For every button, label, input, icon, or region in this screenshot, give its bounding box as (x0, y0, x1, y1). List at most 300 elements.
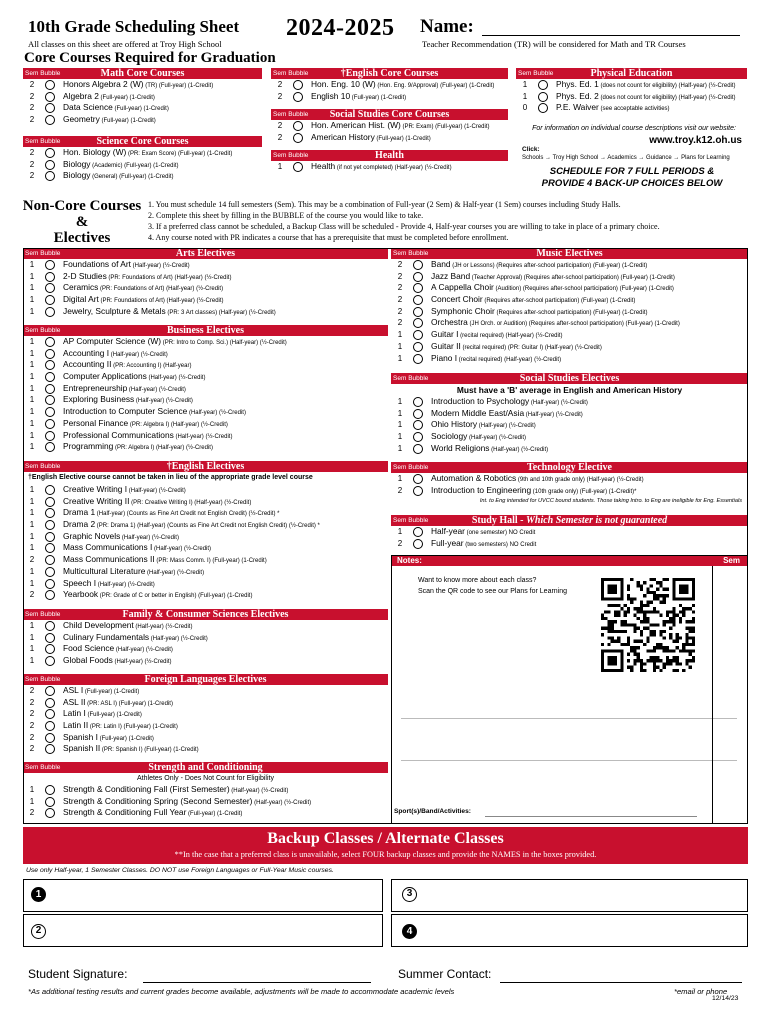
course-sem: 1 (522, 80, 528, 89)
course-note: (Half-year) (½-Credit) (229, 788, 289, 794)
number-1-icon: 1 (31, 887, 46, 902)
course-note: (Half-year) (½-Credit) (252, 799, 312, 806)
course-note: (Full-year) (1-Credit) (374, 135, 431, 142)
course-note: (Half-year) (½-Credit) (467, 435, 527, 442)
course-title: Latin II (63, 720, 89, 731)
course-note: (PR: Creative Writing I) (Half-year) (½-Credit) (129, 499, 252, 506)
course-name (63, 114, 156, 126)
course-sem: 1 (397, 420, 403, 430)
course-bubble[interactable] (293, 92, 303, 102)
course-title: Guitar II (431, 340, 461, 351)
course-note: (recital required) (Half-year) (½-Credit) (458, 333, 563, 340)
course-note: (PR: Foundations of Art) (Half-year) (½-Credit) (98, 298, 224, 305)
qr-text: Want to know more about each class? Scan the QR code to see our Plans for Learning (418, 577, 568, 595)
course-sem: 1 (29, 656, 35, 666)
science-header: Sem Bubble Science Core Courses (23, 136, 262, 147)
course-title: Strength & Conditioning Fall (First Semester) (63, 784, 230, 794)
course-sem: 1 (29, 295, 35, 305)
course-name (311, 161, 452, 173)
course-note: (Half-year) (½-Credit) (173, 433, 233, 440)
course-bubble[interactable] (538, 92, 548, 102)
course-sem: 2 (29, 686, 35, 695)
course-sem: 2 (397, 283, 403, 293)
course-sem: 2 (397, 538, 403, 548)
course-sem: 2 (29, 115, 35, 125)
course-note: (recital required) (Half-year) (½-Credit) (457, 356, 562, 363)
course-sem: 1 (29, 644, 35, 654)
course-row (271, 120, 508, 132)
course-bubble[interactable] (538, 80, 548, 90)
course-title: ASL I (63, 685, 84, 695)
course-title: Ohio History (431, 419, 478, 430)
course-sem: 2 (29, 555, 35, 565)
course-sem: 1 (29, 520, 35, 530)
course-name (311, 120, 490, 132)
course-sem: 1 (29, 621, 35, 630)
course-bubble[interactable] (45, 92, 55, 102)
course-note: (Half-year) (½-Credit) (187, 410, 246, 417)
course-sem: 2 (397, 295, 403, 305)
course-sem: 1 (29, 785, 35, 794)
course-note: (9th and 10th grade only) (Half-year) (½-Credit) (516, 477, 644, 483)
course-title: Digital Art (63, 294, 99, 305)
course-title: Mass Communications I (63, 542, 153, 553)
course-note: (Half-year) (½-Credit) (112, 659, 172, 666)
course-note: (Half-year) (½-Credit) (130, 263, 190, 269)
health-section (271, 150, 508, 173)
course-sem: 1 (397, 443, 403, 453)
course-note: (Half-year) (½-Credit) (127, 488, 186, 494)
course-title: Automation & Robotics (431, 473, 517, 483)
course-name (63, 147, 232, 159)
science-section (23, 136, 262, 182)
course-note: (Half-year) (½-Credit) (529, 400, 588, 406)
number-3-icon: 3 (402, 887, 417, 902)
music-header: Sem Bubble Music Electives (391, 248, 748, 259)
course-note: (Half-year) (½-Credit) (149, 635, 208, 642)
course-bubble[interactable] (45, 115, 55, 125)
course-name (63, 159, 178, 171)
course-title: Spanish II (63, 743, 101, 754)
course-sem: 1 (29, 508, 35, 518)
course-title: English 10 (311, 90, 351, 101)
instructions: 1. You must schedule 14 full semesters (Sem). This may be a combination of Full-year (2 Sem) & Half-year (1 Sem) courses including Study Halls. 2. Complete this sheet by filling in the BUBBLE of the course you would like to take. 3. If a preferred class cannot be scheduled, a Backup Class will be scheduled - Provide 4, Half-year courses you are willing to take in place of a primary choice. 4. Any course noted with PR indicates a course that has a prerequisite that must be completed before enrollment. (148, 200, 660, 242)
website-link[interactable]: www.troy.k12.oh.us (649, 135, 742, 146)
course-sem: 2 (277, 132, 283, 142)
notes-header: Notes: Sem (391, 555, 748, 566)
course-sem: 2 (397, 306, 403, 316)
course-note: (Half-year) (½-Credit) (152, 546, 212, 553)
course-note: (PR: Foundations of Art) (Half-year) (½-Credit) (98, 286, 224, 293)
info-line: For information on individual course descriptions visit our website: (532, 125, 736, 132)
course-note: (PR: Exam Score) (Full-year) (1-Credit) (126, 151, 233, 157)
subtitle-left: All classes on this sheet are offered at Troy High School (28, 39, 222, 49)
pe-header: Sem Bubble Physical Education (516, 68, 747, 79)
course-sem: 1 (29, 485, 35, 494)
tech-header: Sem Bubble Technology Elective (391, 462, 748, 473)
course-row (23, 159, 262, 171)
course-name (556, 102, 670, 114)
course-title: Speech I (63, 577, 97, 588)
course-note: (Half-year) (½-Credit) (114, 647, 173, 654)
course-sem: 2 (397, 260, 403, 269)
course-row (23, 170, 262, 182)
english-core-header: Sem Bubble †English Core Courses (271, 68, 508, 79)
course-row (271, 161, 508, 173)
course-title: Phys. Ed. 1 (556, 79, 599, 89)
course-row (23, 102, 262, 114)
course-bubble[interactable] (45, 148, 55, 158)
course-title: Algebra 2 (63, 90, 99, 101)
course-sem: 1 (29, 372, 35, 382)
course-title: Multicultural Literature (63, 565, 146, 576)
course-sem: 1 (397, 397, 403, 406)
backup-choice-2[interactable] (23, 914, 383, 947)
course-title: Jazz Band (431, 270, 471, 281)
contact-label: Summer Contact: (398, 967, 492, 981)
course-sem: 1 (397, 474, 403, 483)
name-label: Name: (420, 16, 474, 37)
course-title: Spanish I (63, 731, 98, 742)
course-title: P.E. Waiver (556, 102, 599, 113)
course-note: (does not count for eligibility) (Half-year) (½-Credit) (598, 83, 736, 89)
course-title: Orchestra (431, 317, 468, 328)
course-sem: 1 (29, 531, 35, 541)
backup-choice-4[interactable] (391, 914, 748, 947)
core-title: Core Courses Required for Graduation (24, 50, 276, 66)
course-note: (Requires after-school participation) (Full-year) (1-Credit) (494, 309, 648, 316)
course-title: Concert Choir (431, 294, 483, 305)
course-note: (Full-year) (1-Credit) (186, 811, 243, 818)
course-title: AP Computer Science (W) (63, 336, 162, 346)
course-note: (Full-year) (1-Credit) (97, 735, 154, 742)
schedule-instruction: SCHEDULE FOR 7 FULL PERIODS & PROVIDE 4 BACK-UP CHOICES BELOW (541, 166, 723, 189)
course-row (271, 91, 508, 103)
course-note: (PR: Drama 1) (Half-year) (Counts as Fine Art Credit not English Credit) (½-Credit) * (95, 523, 320, 530)
course-title: Band (431, 259, 451, 269)
course-title: Programming (63, 441, 114, 452)
course-title: Health (311, 161, 336, 171)
course-sem: 1 (29, 395, 35, 405)
course-sem: 1 (397, 408, 403, 418)
course-note: (Half-year) (½-Credit) (109, 351, 168, 358)
course-note: (Half-year) (½-Credit) (146, 375, 206, 382)
backup-header: Backup Classes / Alternate Classes **In the case that a preferred class is unavailable, select FOUR backup classes and provide the NAMES in the boxes provided. (23, 827, 748, 864)
social-core-section (271, 109, 508, 143)
school-year: 2024-2025 (286, 15, 395, 41)
course-note: (PR: Mass Comm. I) (Full-year) (1-Credit) (154, 558, 267, 565)
course-name (311, 132, 431, 144)
signature-field[interactable] (143, 982, 371, 983)
course-sem: 1 (29, 306, 35, 316)
course-sem: 2 (29, 721, 35, 731)
course-title: World Religions (431, 442, 490, 453)
course-note: (Full-year) (1-Credit) (83, 689, 140, 695)
course-note: (PR: 3 Art classes) (Half-year) (½-Credit) (165, 309, 276, 316)
sports-label: Sport(s)/Band/Activities: (394, 808, 471, 815)
business-header: Sem Bubble Business Electives (23, 325, 388, 336)
course-note: (TR) (Full-year) (1-Credit) (143, 83, 214, 89)
family-header: Sem Bubble Family & Consumer Sciences Electives (23, 609, 388, 620)
social-electives-header: Sem Bubble Social Studies Electives (391, 373, 748, 384)
arts-header: Sem Bubble Arts Electives (23, 248, 388, 259)
course-note: (Half-year) (½-Credit) (477, 423, 536, 430)
course-name (556, 79, 736, 91)
course-row (23, 91, 262, 103)
number-4-icon: 4 (402, 924, 417, 939)
course-sem: 1 (397, 341, 403, 351)
course-title: Honors Algebra 2 (W) (63, 79, 144, 89)
course-note: (PR: Foundations of Art) (Half-year) (½-Credit) (106, 274, 232, 281)
course-note: (one semester) NO Credit (464, 530, 536, 536)
course-title: Strength & Conditioning Spring (Second Semester) (63, 795, 253, 806)
course-bubble[interactable] (293, 121, 303, 131)
course-title: Accounting II (63, 359, 112, 370)
course-title: A Cappella Choir (431, 282, 494, 293)
course-title: Data Science (63, 102, 113, 113)
course-sem: 1 (29, 260, 35, 269)
course-title: Biology (63, 170, 91, 181)
course-row (23, 147, 262, 159)
course-row (516, 102, 747, 114)
course-sem: 2 (29, 744, 35, 754)
course-title: Piano I (431, 352, 458, 363)
email-phone-note: *email or phone (674, 987, 728, 996)
course-note: (PR: ASL I) (Full-year) (1-Credit) (85, 700, 173, 707)
course-note: (PR: Accounting I) (Half-year) (111, 363, 192, 370)
course-sem: 2 (397, 485, 403, 495)
course-title: Culinary Fundamentals (63, 631, 150, 642)
nav-path: Schools → Troy High School → Academics → Guidance → Plans for Learning (522, 155, 730, 161)
course-bubble[interactable] (293, 80, 303, 90)
course-sem: 0 (522, 103, 528, 113)
course-note: (JH or Lessons) (Requires after-school participation) (Full-year) (1-Credit) (450, 263, 648, 269)
course-note: (Half-year) (½-Credit) (133, 624, 193, 630)
course-note: (Full-year) (1-Credit) (98, 94, 155, 101)
course-title: Hon. Biology (W) (63, 147, 127, 157)
course-title: Exploring Business (63, 394, 135, 405)
course-title: Computer Applications (63, 371, 147, 382)
noncore-title: Non-Core Courses & Electives (22, 198, 142, 246)
course-note: (PR: Latin I) (Full-year) (1-Credit) (88, 724, 178, 731)
course-sem: 2 (29, 709, 35, 719)
course-note: (Full-year) (1-Credit) (85, 712, 142, 719)
course-sem: 2 (29, 732, 35, 742)
course-title: Yearbook (63, 589, 99, 600)
course-sem: 1 (29, 360, 35, 370)
subtitle-right: Teacher Recommendation (TR) will be considered for Math and TR Courses (422, 39, 686, 49)
course-title: American History (311, 131, 375, 142)
course-note: (Teacher Approval) (Requires after-school participation) (Full-year) (1-Credit) (470, 274, 675, 281)
course-title: Half-year (431, 526, 465, 536)
course-sem: 2 (29, 808, 35, 818)
course-sem: 1 (29, 407, 35, 417)
course-sem: 1 (29, 796, 35, 806)
course-title: Creative Writing I (63, 484, 128, 494)
course-sem: 1 (397, 527, 403, 536)
course-title: Food Science (63, 643, 115, 654)
course-note: (General) (Full-year) (1-Credit) (90, 174, 174, 181)
course-name (556, 91, 736, 103)
course-sem: 1 (29, 383, 35, 393)
course-note: (PR: Grade of C or better in English) (Full-year) (1-Credit) (98, 593, 253, 600)
course-note: (see acceptable activities) (598, 106, 670, 113)
course-title: Biology (63, 158, 91, 169)
course-note: (JH Orch. or Audition) (Requires after-school participation) (Full-year) (1-Credit) (467, 321, 680, 328)
course-sem: 2 (29, 80, 35, 89)
health-header: Sem Bubble Health (271, 150, 508, 161)
course-note: (Half-year) (Counts as Fine Art Credit not English Credit) (½-Credit) * (95, 511, 280, 518)
name-field[interactable] (482, 35, 740, 36)
revision-date: 12/14/23 (712, 995, 739, 1002)
course-title: Hon. Eng. 10 (W) (311, 79, 376, 89)
course-title: Guitar I (431, 329, 459, 340)
course-note: (Half-year) (½-Credit) (96, 581, 155, 588)
course-note: (PR: Intro to Comp. Sci.) (Half-year) (½-Credit) (161, 340, 287, 346)
tech-note: Int. to Eng intended for UVCC bound students. Those taking Intro. to Eng are ineligible for Eng. Essentials (479, 498, 742, 505)
course-title: Introduction to Computer Science (63, 406, 188, 417)
course-title: Drama 1 (63, 507, 96, 518)
course-sem: 1 (29, 566, 35, 576)
course-bubble[interactable] (45, 103, 55, 113)
math-section (23, 68, 262, 126)
course-row (271, 79, 508, 91)
course-sem: 1 (29, 337, 35, 346)
course-title: 2-D Studies (63, 270, 107, 281)
course-sem: 2 (29, 697, 35, 707)
course-note: (Requires after-school participation) (Full-year) (1-Credit) (482, 298, 636, 305)
course-sem: 2 (277, 91, 283, 101)
course-sem: 1 (397, 330, 403, 340)
course-note: (PR: Exam) (Full-year) (1-Credit) (400, 124, 490, 130)
english-core-section (271, 68, 508, 102)
course-row (271, 132, 508, 144)
course-name (63, 79, 213, 91)
course-note: (recital required) (PR: Guitar I) (Half-year) (½-Credit) (460, 344, 602, 351)
disclaimer: *As additional testing results and current grades become available, adjustments will be made to accommodate academic levels (28, 987, 455, 996)
course-sem: 2 (29, 103, 35, 113)
strength-subtitle: Athletes Only - Does Not Count for Eligibility (137, 775, 274, 782)
course-title: Mass Communications II (63, 554, 155, 565)
course-sem: 1 (29, 543, 35, 553)
course-title: Entrepreneurship (63, 382, 128, 393)
backup-choice-3[interactable] (391, 879, 748, 912)
click-label: Click: (522, 146, 540, 153)
course-name (311, 79, 494, 91)
course-name (63, 91, 155, 103)
page-title: 10th Grade Scheduling Sheet (28, 17, 240, 36)
signature-label: Student Signature: (28, 967, 128, 981)
course-note: (does not count for eligibility) (Half-year) (½-Credit) (598, 94, 736, 101)
social-core-header: Sem Bubble Social Studies Core Courses (271, 109, 508, 120)
course-sem: 2 (29, 159, 35, 169)
course-note: (Half-year) (½-Credit) (127, 386, 186, 393)
course-sem: 1 (29, 418, 35, 428)
course-note: (Academic) (Full-year) (1-Credit) (90, 162, 179, 169)
course-bubble[interactable] (45, 160, 55, 170)
course-note: (Full-year) (1-Credit) (99, 118, 156, 125)
course-title: Hon. American Hist. (W) (311, 120, 401, 130)
course-title: Accounting I (63, 347, 110, 358)
course-note: (two semesters) NO Credit (463, 541, 537, 548)
course-note: (Half-year) (½-Credit) (524, 411, 583, 418)
course-note: (Full-year) (1-Credit) (112, 106, 169, 113)
course-name (63, 102, 169, 114)
course-note: (PR: Spanish I) (Full-year) (1-Credit) (100, 747, 199, 754)
course-title: Sociology (431, 431, 468, 442)
course-sem: 1 (29, 442, 35, 452)
course-bubble[interactable] (45, 171, 55, 181)
course-bubble[interactable] (45, 80, 55, 90)
col-sem-bubble: Sem Bubble (25, 70, 61, 77)
course-title: Child Development (63, 620, 134, 630)
english-electives-header: Sem Bubble †English Electives (23, 461, 388, 472)
course-title: Drama 2 (63, 519, 96, 530)
course-note: (PR: Algebra I) (Half-year) (½-Credit) (128, 421, 228, 428)
course-row (23, 114, 262, 126)
course-row (23, 79, 262, 91)
course-sem: 1 (29, 578, 35, 588)
course-bubble[interactable] (293, 162, 303, 172)
course-sem: 2 (397, 271, 403, 281)
course-title: Jewelry, Sculpture & Metals (63, 305, 166, 316)
course-sem: 2 (29, 91, 35, 101)
course-sem: 2 (277, 80, 283, 89)
social-electives-subtitle: Must have a 'B' average in English and American History (456, 385, 683, 395)
course-title: Geometry (63, 114, 100, 125)
course-note: (Full-year) (1-Credit) (350, 94, 407, 101)
course-title: Introduction to Psychology (431, 396, 530, 406)
course-sem: 2 (277, 121, 283, 130)
course-bubble[interactable] (293, 133, 303, 143)
course-title: Personal Finance (63, 417, 129, 428)
course-sem: 1 (277, 162, 283, 171)
course-note: (PR: Algebra I) (Half-year) (½-Credit) (113, 445, 213, 452)
backup-choice-1[interactable] (23, 879, 383, 912)
course-note: (Half-year) (½-Credit) (120, 534, 179, 541)
course-name (311, 91, 406, 103)
course-sem: 1 (397, 432, 403, 442)
pe-section (516, 68, 747, 114)
course-sem: 1 (397, 353, 403, 363)
contact-field[interactable] (500, 982, 742, 983)
course-row (516, 91, 747, 103)
strength-header: Sem Bubble Strength and Conditioning (23, 762, 388, 773)
math-header: Sem Bubble Math Core Courses (23, 68, 262, 79)
course-note: (Half-year) (½-Credit) (489, 446, 549, 453)
course-title: Strength & Conditioning Full Year (63, 807, 187, 818)
foreign-header: Sem Bubble Foreign Languages Electives (23, 674, 388, 685)
course-sem: 2 (397, 318, 403, 328)
course-sem: 1 (29, 283, 35, 293)
study-hall-header: Sem Bubble Study Hall - Which Semester is not guaranteed (391, 515, 748, 526)
course-title: ASL II (63, 696, 86, 707)
course-bubble[interactable] (538, 103, 548, 113)
course-sem: 2 (29, 148, 35, 157)
course-name (63, 170, 173, 182)
course-title: Ceramics (63, 282, 99, 293)
course-sem: 1 (29, 632, 35, 642)
course-title: Latin I (63, 708, 86, 719)
course-sem: 2 (29, 171, 35, 181)
course-note: (if not yet completed) (Half-year) (½-Credit) (335, 165, 452, 171)
electives-frame (23, 248, 748, 824)
course-note: (Half-year) (½-Credit) (145, 569, 205, 576)
course-title: Graphic Novels (63, 530, 121, 541)
backup-instructions: Use only Half-year, 1 Semester Classes. DO NOT use Foreign Languages or Full-Year Music courses. (26, 867, 334, 874)
course-sem: 1 (29, 271, 35, 281)
number-2-icon: 2 (31, 924, 46, 939)
